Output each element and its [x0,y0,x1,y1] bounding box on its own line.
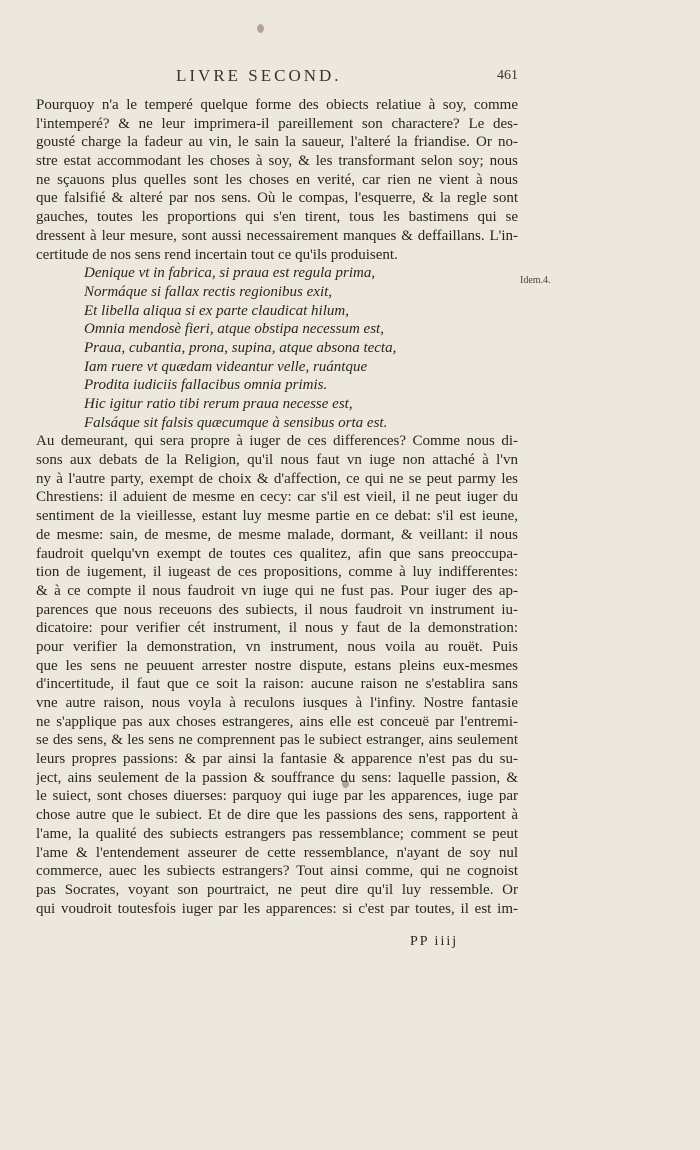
text-line: & à ce compte il nous faudroit vn iuge qui ne fust pas. Pour iuger des ap- [36,582,518,599]
text-line: leurs propres passions: & par ainsi la fantasie & apparence n'est pas du su- [36,751,518,768]
text-line: le suiect, sont choses diuerses: parquoy qui iuge par les apparences, iuge par [36,788,518,805]
verse-line: Normáque si fallax rectis regionibus exit, [84,283,333,300]
verse-line: Et libella aliqua si ex parte claudicat hilum, [84,302,349,319]
text-line: se des sens, & les sens ne comprennent pas le subiect estranger, ains seulement [36,732,518,749]
text-line: l'ame, la qualité des subiects estrangers pas ressemblance; comment se peut [36,825,518,842]
text-line: l'intemperé? & ne leur imprimera-il pareillement son charactere? Le des- [36,115,518,132]
text-line: d'incertitude, il faut que ce soit la raison: aucune raison ne s'establira sans [36,676,518,693]
text-line: parences que nous receuons des subiects, il nous faudroit vn instrument iu- [36,601,518,618]
text-line: faudroit quelqu'vn exempt de toutes ces qualitez, afin que sans preoccupa- [36,545,518,562]
text-line: que falsifié & alteré par nos sens. Où le compas, l'esquerre, & la regle sont [36,190,518,207]
text-line: l'ame & l'entendement asseurer de cette ressemblance, n'ayant de soy nul [36,844,518,861]
verse-line: Prodita iudiciis fallacibus omnia primis. [84,377,328,394]
text-line: sentiment de la vieillesse, estant luy mesme partie en ce debat: s'il est ieune, [36,508,518,525]
text-line: pas Socrates, voyant son pourtraict, ne peut dire qu'il luy ressemble. Or [36,881,518,898]
body-text [36,96,518,918]
verse-line: Falsáque sit falsis quæcumque à sensibus orta est. [84,414,388,431]
ink-spot [257,24,264,33]
text-line: ject, ains seulement de la passion & souffrance du sens: laquelle passion, & [36,769,518,786]
text-line: certitude de nos sens rend incertain tout ce qu'ils produisent. [36,246,398,263]
text-line: ne sçauons plus quelles sont les choses en verité, car rien ne vient à nous [36,171,518,188]
verse-line: Omnia mendosè fieri, atque obstipa necessum est, [84,321,384,338]
text-line: commerce, auec les subiects estrangers? Tout ainsi comme, qui ne cognoist [36,863,518,880]
text-line: gauches, toutes les proportions qui s'en tirent, tous les bastimens qui se [36,209,518,226]
text-line: Au demeurant, qui sera propre à iuger de ces differences? Comme nous di- [36,433,518,450]
margin-note: Idem.4. [520,275,551,286]
text-line: chose autre que le subiect. Et de dire que les passions des sens, rapportent à [36,807,518,824]
verse-line: Denique vt in fabrica, si praua est regula prima, [84,265,376,282]
verse-line: Iam ruere vt quædam videantur velle, ruántque [84,358,368,375]
verse-line: Hic igitur ratio tibi rerum praua necesse est, [84,396,353,412]
running-title: LIVRE SECOND. [176,66,342,85]
page-number: 461 [497,68,518,83]
text-line: tion de iugement, il iugeast de ces propositions, comme à luy indifferentes: [36,564,518,581]
signature-mark: PP iiij [410,934,459,949]
text-line: que les sens ne peuuent arrester nostre dispute, estans pleins eux-mesmes [36,657,518,674]
text-line: stre estat accommodant les choses à soy, & les transformant selon soy; nous [36,153,518,170]
text-line: de mesme: sain, de mesme, de mesme malade, dormant, & veillant: il nous [36,526,518,543]
text-line: dressent à leur mesure, sont aussi necessairement manques & deffaillans. L'in- [36,227,518,244]
text-line: ne s'applique pas aux choses estrangeres, ains elle est conceuë par l'entremi- [36,713,518,730]
text-line: gousté charge la fadeur au vin, le sain la saueur, l'alteré la friandise. Or no- [36,134,518,151]
text-line: Chrestiens: il aduient de mesme en cecy: car s'il est vieil, il ne peut iuger du [36,489,518,506]
text-line: sons aux debats de la Religion, qu'il nous faut vn iuge non attaché à l'vn [36,452,518,469]
text-line: dicatoire: pour verifier cét instrument, il nous y faut de la demonstration: [36,620,518,637]
text-line: pour verifier la demonstration, vn instrument, nous voila au rouët. Puis [36,638,518,655]
text-line: qui voudroit toutesfois iuger par les apparences: si c'est par toutes, il est im- [36,900,518,917]
text-line: ny à l'autre party, exempt de choix & d'affection, ce qui ne se peut parmy les [36,470,518,487]
text-line: vne autre raison, nous voyla à reculons iusques à l'infiny. Nostre fantasie [36,695,518,711]
page-header [36,66,518,90]
text-line: Pourquoy n'a le temperé quelque forme des obiects relatiue à soy, comme [36,97,518,113]
verse-line: Praua, cubantia, prona, supina, atque absona tecta, [84,339,397,356]
